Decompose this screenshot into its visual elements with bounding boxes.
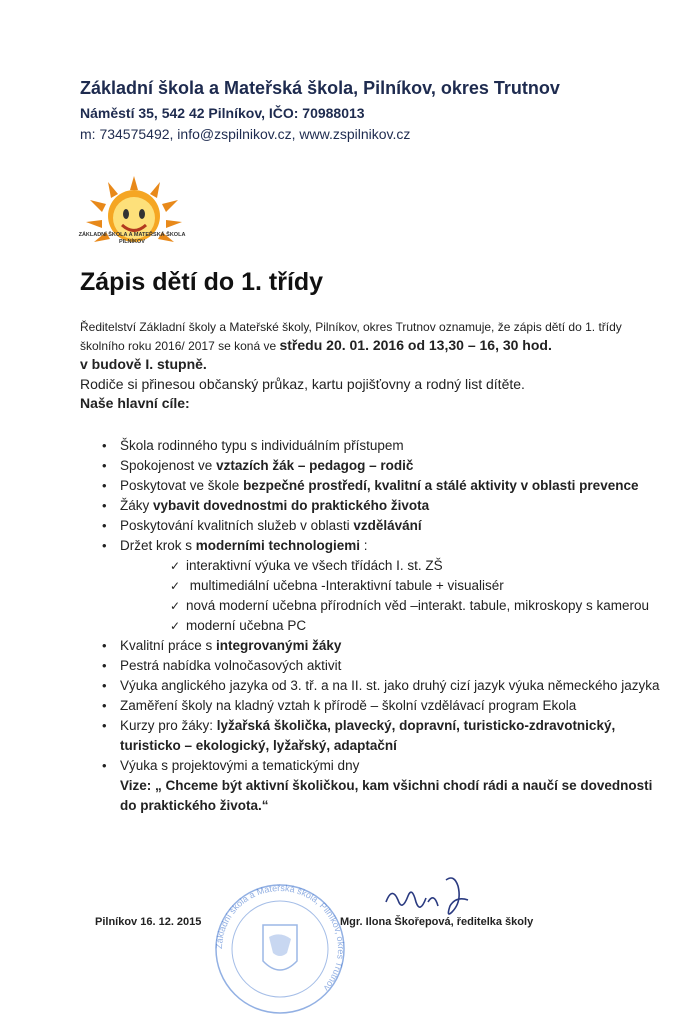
checkmark-icon: ✓ <box>170 579 181 593</box>
checkmark-icon: ✓ <box>170 559 181 573</box>
school-contact: m: 734575492, info@zspilnikov.cz, www.zspilnikov.cz <box>80 126 411 142</box>
enrollment-date: středu 20. 01. 2016 od 13,30 – 16, 30 hod. <box>279 337 552 353</box>
tech-item: interaktivní výuka ve všech třídách I. st. ZŠ <box>186 558 443 573</box>
goal-text: Spokojenost ve <box>120 458 217 473</box>
list-item <box>100 436 660 456</box>
goal-emphasis: integrovanými žáky <box>216 638 342 653</box>
goal-emphasis: vztazích žák – pedagog – rodič <box>216 458 414 473</box>
list-item <box>150 576 660 596</box>
signature-date: Pilníkov 16. 12. 2015 <box>95 916 202 928</box>
checkmark-icon: ✓ <box>170 599 181 613</box>
intro-paragraph <box>80 318 660 373</box>
goal-text: Držet krok s <box>120 538 196 553</box>
list-item <box>100 656 660 676</box>
tech-item: moderní učebna PC <box>186 618 307 633</box>
goal-emphasis: vybavit dovednostmi do praktického života <box>153 498 430 513</box>
goal-emphasis: moderními technologiemi <box>195 538 361 553</box>
goal-text: Výuka anglického jazyka od 3. tř. a na II. st. jako druhý cizí jazyk výuka německého jazyka <box>120 678 660 693</box>
intro-text: Ředitelství Základní školy a Mateřské školy, Pilníkov, okres Trutnov oznamuje, že zápis dětí do 1. třídy školního roku 2016/ 2017 se koná ve <box>80 320 622 353</box>
signatory-name: Mgr. Ilona Škořepová, ředitelka školy <box>340 916 534 928</box>
checkmark-icon: ✓ <box>170 619 181 633</box>
goal-text: Kurzy pro žáky: <box>120 718 217 733</box>
list-item <box>100 536 660 636</box>
goal-text: Zaměření školy na kladný vztah k přírodě – školní vzdělávací program Ekola <box>120 698 577 713</box>
goal-emphasis: vzdělávání <box>353 518 422 533</box>
goal-emphasis: bezpečné prostředí, kvalitní a stálé aktivity v oblasti prevence <box>243 478 639 493</box>
goals-heading: Naše hlavní cíle: <box>80 395 190 411</box>
list-item <box>100 716 660 756</box>
school-address: Náměstí 35, 542 42 Pilníkov, IČO: 70988013 <box>80 105 365 121</box>
school-name: Základní škola a Mateřská škola, Pilníkov, okres Trutnov <box>80 78 560 98</box>
tech-item: nová moderní učebna přírodních věd –interakt. tabule, mikroskopy s kamerou <box>186 598 649 613</box>
logo-caption <box>72 232 192 246</box>
list-item <box>150 556 660 576</box>
goals-list <box>100 436 660 816</box>
director-signature <box>382 872 477 922</box>
goal-text: Žáky <box>120 498 154 513</box>
school-stamp <box>205 883 355 1015</box>
list-item <box>100 456 660 476</box>
list-item <box>100 696 660 716</box>
list-item <box>100 756 660 816</box>
list-item <box>100 676 660 696</box>
goal-text: Poskytovat ve škole <box>120 478 244 493</box>
list-item <box>100 636 660 656</box>
goal-text: Škola rodinného typu s individuálním přístupem <box>120 438 404 453</box>
goal-text: Poskytování kvalitních služeb v oblasti <box>120 518 354 533</box>
logo-caption-line1: ZÁKLADNÍ ŠKOLA A MATEŘSKÁ ŠKOLA <box>78 232 186 238</box>
list-item <box>150 596 660 616</box>
logo-caption-line2: PILNÍKOV <box>119 239 145 245</box>
letterhead <box>80 76 560 144</box>
stamp-ring-text: Základní škola a Mateřská škola, Pilníkov, okres Trutnov <box>213 883 347 993</box>
goal-text: Pestrá nabídka volnočasových aktivit <box>120 658 342 673</box>
goal-text: Výuka s projektovými a tematickými dny <box>120 758 360 773</box>
list-item <box>100 476 660 496</box>
list-item <box>100 516 660 536</box>
page-title: Zápis dětí do 1. třídy <box>80 268 324 296</box>
parents-note: Rodiče si přinesou občanský průkaz, kartu pojišťovny a rodný list dítěte. <box>80 376 525 392</box>
enrollment-location: v budově I. stupně. <box>80 356 207 372</box>
goal-text: Kvalitní práce s <box>120 638 217 653</box>
tech-sublist <box>120 556 660 636</box>
tech-item: multimediální učebna -Interaktivní tabule + visualisér <box>186 578 504 593</box>
goal-emphasis: lyžařská školička, plavecký, dopravní, turisticko-zdravotnický, turisticko – ekologický, lyžařský, adaptační <box>120 718 616 753</box>
goal-text: : <box>360 538 368 553</box>
list-item <box>150 616 660 636</box>
list-item <box>100 496 660 516</box>
vision-statement: Vize: „ Chceme být aktivní školičkou, kam všichni chodí rádi a naučí se dovednosti do praktického života.“ <box>120 778 653 813</box>
